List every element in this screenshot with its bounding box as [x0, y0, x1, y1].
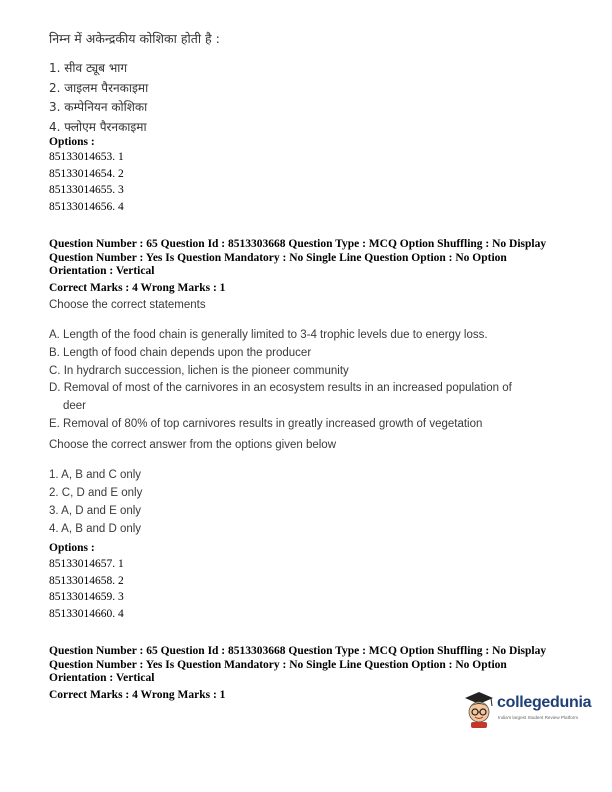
question-meta-line: Question Number : Yes Is Question Mandatory : No Single Line Question Option : No Option: [49, 251, 507, 264]
question-meta-line: Question Number : Yes Is Question Mandatory : No Single Line Question Option : No Option: [49, 658, 507, 671]
question-meta-line: Orientation : Vertical: [49, 672, 155, 684]
answer-prompt: Choose the correct answer from the options given below: [49, 439, 337, 451]
statement-continuation: deer: [63, 400, 87, 413]
hindi-question: निम्न में अकेन्द्रकीय कोशिका होती है :: [49, 31, 220, 46]
option-id: 85133014659. 3: [49, 591, 124, 603]
statement: E. Removal of 80% of top carnivores results in greatly increased growth of vegetation: [49, 417, 483, 430]
option-id: 85133014653. 1: [49, 151, 124, 163]
hindi-option: 2. जाइलम पैरनकाइमा: [49, 80, 149, 95]
answer-option: 3. A, D and E only: [49, 505, 142, 517]
option-id: 85133014656. 4: [49, 200, 124, 213]
option-id: 85133014655. 3: [49, 184, 124, 196]
question-meta-line: Question Number : 65 Question Id : 8513303668 Question Type : MCQ Option Shuffling : No Display: [49, 645, 547, 657]
options-label: Options :: [49, 542, 95, 554]
marks-line: Correct Marks : 4 Wrong Marks : 1: [49, 689, 226, 701]
statement: A. Length of the food chain is generally limited to 3-4 trophic levels due to energy loss.: [49, 329, 488, 341]
statement-list: [49, 329, 512, 436]
statement: D. Removal of most of the carnivores in an ecosystem results in an increased population of: [49, 382, 512, 395]
answer-option: 1. A, B and C only: [49, 469, 142, 481]
option-id-list: [49, 150, 124, 216]
option-id: 85133014658. 2: [49, 574, 124, 587]
hindi-option: 3. कम्पेनियन कोशिका: [49, 100, 148, 114]
option-id: 85133014657. 1: [49, 558, 124, 570]
logo-tagline: India's largest Student Review Platform: [498, 715, 579, 720]
statement: C. In hydrarch succession, lichen is the pioneer community: [49, 364, 349, 377]
question-prompt: Choose the correct statements: [49, 299, 206, 311]
option-id: 85133014660. 4: [49, 607, 124, 620]
mascot-icon: [461, 690, 497, 730]
hindi-option: 1. सीव ट्यूब भाग: [49, 61, 128, 75]
options-label: Options :: [49, 136, 95, 148]
question-meta: [49, 238, 546, 279]
hindi-option-list: [49, 59, 148, 137]
answer-option: 4. A, B and D only: [49, 523, 142, 535]
logo-wordmark: collegedunia: [497, 694, 592, 711]
collegedunia-logo: [461, 688, 593, 732]
question-meta-line: Question Number : 65 Question Id : 8513303668 Question Type : MCQ Option Shuffling : No Display: [49, 238, 547, 250]
hindi-option: 4. फ्लोएम पैरनकाइमा: [49, 119, 147, 134]
answer-option-list: [49, 469, 142, 541]
marks-line: Correct Marks : 4 Wrong Marks : 1: [49, 282, 226, 294]
answer-option: 2. C, D and E only: [49, 487, 143, 499]
question-meta: [49, 645, 546, 686]
option-id-list: [49, 557, 124, 623]
statement: B. Length of food chain depends upon the producer: [49, 346, 312, 359]
question-meta-line: Orientation : Vertical: [49, 265, 155, 277]
option-id: 85133014654. 2: [49, 167, 124, 180]
